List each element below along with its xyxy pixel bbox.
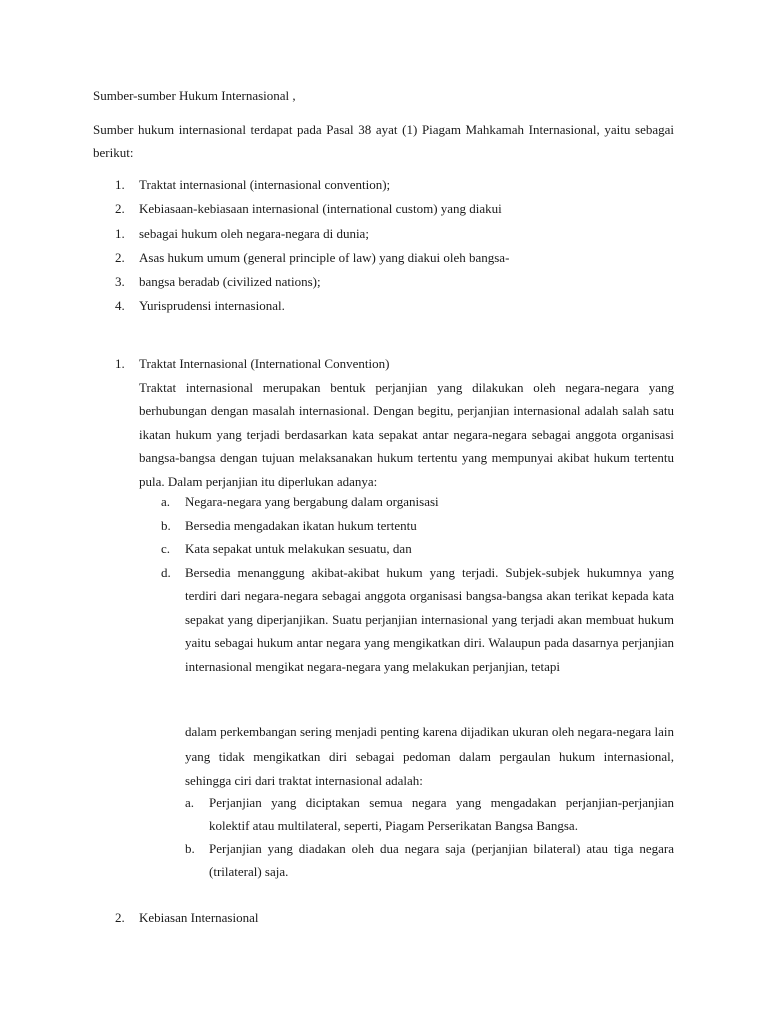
section-heading-text: Traktat Internasional (International Convention) (139, 356, 390, 371)
list-item (93, 197, 674, 221)
list-letter: a. (185, 795, 195, 810)
sources-list (93, 173, 674, 319)
requirements-list (93, 490, 674, 678)
section-heading-text: Kebiasan Internasional (139, 910, 259, 925)
list-text: Kata sepakat untuk melakukan sesuatu, dan (185, 541, 412, 556)
list-item (93, 537, 674, 561)
list-letter: b. (185, 841, 195, 856)
list-text: Kebiasaan-kebiasaan internasional (international custom) yang diakui (139, 201, 502, 217)
characteristics-list (93, 791, 674, 883)
list-letter: a. (161, 494, 171, 509)
list-text: Bersedia menanggung akibat-akibat hukum yang terjadi. Subjek-subjek hukumnya yang terdiri dari negara-negara sebagai anggota organisasi bangsa-bangsa akan terikat kepada kata sepakat yang diperjanjikan. Suatu perjanjian internasional yang terjadi akan membuat hukum yaitu sebagai hukum antar negara yang mengikatkan diri. Walaupun pada dasarnya perjanjian internasional mengikat negara-negara yang melakukan perjanjian, tetapi (185, 564, 674, 674)
list-number: 3. (115, 274, 125, 290)
list-text: Yurisprudensi internasional. (139, 298, 285, 314)
list-text: Bersedia mengadakan ikatan hukum tertentu (185, 517, 417, 533)
list-number: 4. (115, 298, 125, 314)
section-number: 2. (115, 910, 125, 925)
list-item (93, 791, 674, 837)
list-item (93, 246, 674, 270)
list-letter: c. (161, 541, 171, 556)
list-item (93, 270, 674, 294)
list-text: sebagai hukum oleh negara-negara di dunia; (139, 225, 369, 241)
list-text: Perjanjian yang diciptakan semua negara yang mengadakan perjanjian-perjanjian kolektif atau multilateral, seperti, Piagam Perserikatan Bangsa Bangsa. (209, 795, 674, 833)
section-number: 1. (115, 356, 125, 371)
list-letter: b. (161, 517, 171, 533)
section-heading (93, 906, 674, 930)
list-text: bangsa beradab (civilized nations); (139, 274, 321, 290)
section-heading (93, 352, 674, 376)
list-letter: d. (161, 564, 171, 580)
continuation-paragraph: dalam perkembangan sering menjadi penting karena dijadikan ukuran oleh negara-negara lain yang tidak mengikatkan diri sebagai pedoman dalam pergaulan hukum internasional, sehingga ciri dari traktat internasional adalah: (185, 724, 674, 788)
list-text: Negara-negara yang bergabung dalam organisasi (185, 494, 439, 509)
list-text: Asas hukum umum (general principle of law) yang diakui oleh bangsa- (139, 249, 510, 265)
list-item (93, 222, 674, 246)
section-kebiasaan (93, 906, 674, 930)
list-number: 1. (115, 225, 125, 241)
document-title: Sumber-sumber Hukum Internasional , (93, 88, 296, 103)
list-number: 1. (115, 177, 125, 192)
list-item (93, 173, 674, 197)
list-item (93, 294, 674, 318)
list-item (93, 514, 674, 538)
intro-paragraph: Sumber hukum internasional terdapat pada Pasal 38 ayat (1) Piagam Mahkamah Internasional, yaitu sebagai berikut: (93, 122, 674, 160)
list-item (93, 490, 674, 514)
list-item (93, 561, 674, 679)
list-text: Perjanjian yang diadakan oleh dua negara saja (perjanjian bilateral) atau tiga negara (trilateral) saja. (209, 841, 674, 879)
list-number: 2. (115, 201, 125, 217)
list-text: Traktat internasional (internasional convention); (139, 177, 391, 192)
section-traktat (93, 352, 674, 493)
section-body: Traktat internasional merupakan bentuk perjanjian yang dilakukan oleh negara-negara yang berhubungan dengan masalah internasional. Dengan begitu, perjanjian internasional adalah salah satu ikatan hukum yang terjadi berdasarkan kata sepakat antar negara-negara sebagai anggota organisasi bangsa-bangsa dengan tujuan melaksanakan hukum tertentu yang mempunyai akibat hukum tertentu pula. Dalam perjanjian itu diperlukan adanya: (139, 379, 674, 489)
list-number: 2. (115, 249, 125, 265)
list-item (93, 837, 674, 883)
